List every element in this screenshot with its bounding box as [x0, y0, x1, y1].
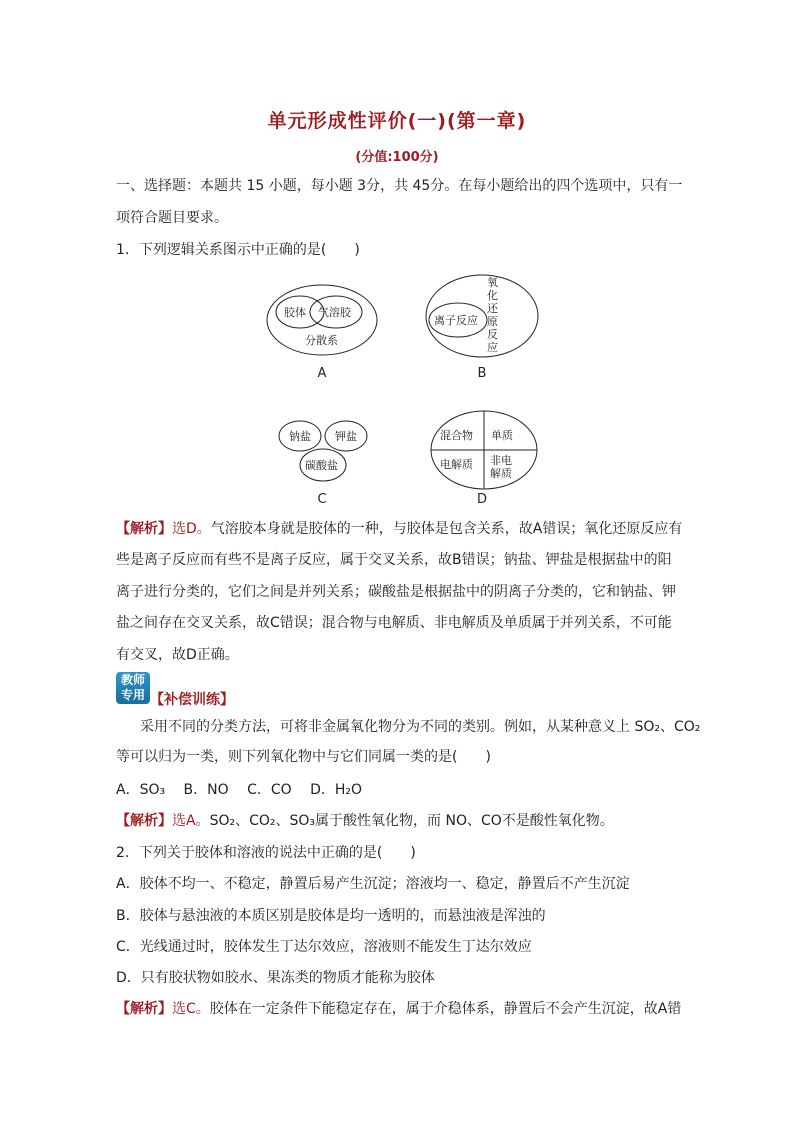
- diagram-d-top-right: 单质: [491, 429, 513, 442]
- diagram-c: [276, 418, 372, 486]
- diagram-a-outer-label: 分散系: [305, 334, 338, 347]
- diagram-a-left-label: 胶体: [284, 306, 306, 319]
- diagram-b-side-char-4: 原: [487, 315, 498, 328]
- analysis-tag: 【解析】: [116, 521, 172, 537]
- supplement-text-1: 采用不同的分类方法，可将非金属氧化物分为不同的类别。例如，从某种意义上 SO₂、CO₂: [140, 719, 701, 735]
- diagram-c-label-c: 碳酸盐: [305, 459, 338, 472]
- diagram-b-inner-label: 离子反应: [434, 314, 478, 327]
- diagram-b-side-char-6: 应: [487, 341, 498, 354]
- question-2-option-d: D．只有胶状物如胶水、果冻类的物质才能称为胶体: [116, 970, 435, 986]
- badge-line-1: 教师: [120, 673, 145, 687]
- question-1-analysis-line-1: [116, 519, 682, 539]
- question-2-option-c: C．光线通过时，胶体发生丁达尔效应，溶液则不能发生丁达尔效应: [116, 939, 532, 955]
- question-1-analysis-line-3: 离子进行分类的，它们之间是并列关系；碳酸盐是根据盐中的阴离子分类的，它和钠盐、钾: [116, 584, 676, 600]
- question-1-analysis-line-5: 有交叉，故D正确。: [116, 647, 239, 663]
- diagram-d-bottom-right-1: 非电: [490, 454, 512, 467]
- supplement-analysis-tag: 【解析】: [116, 813, 172, 829]
- diagram-a: [264, 282, 384, 358]
- page-title: 单元形成性评价(一)(第一章): [267, 110, 527, 132]
- question-1-analysis-line-2: 些是离子反应而有些不是离子反应，属于交叉关系，故B错误；钠盐、钾盐是根据盐中的阳: [116, 552, 672, 568]
- badge-line-2: 专用: [120, 688, 145, 702]
- question-1-stem: 1．下列逻辑关系图示中正确的是( ): [116, 242, 360, 258]
- question-1-analysis-line-4: 盐之间存在交叉关系，故C错误；混合物与电解质、非电解质及单质属于并列关系，不可能: [116, 615, 672, 631]
- supplement-options: A．SO₃ B．NO C．CO D．H₂O: [116, 782, 363, 798]
- question-2-analysis: [116, 999, 681, 1019]
- diagram-d-top-left: 混合物: [440, 429, 473, 442]
- question-2-option-a: A．胶体不均一、不稳定，静置后易产生沉淀；溶液均一、稳定，静置后不产生沉淀: [116, 876, 630, 892]
- supplement-text-2: 等可以归为一类，则下列氧化物中与它们同属一类的是( ): [116, 749, 491, 765]
- diagram-b-side-char-3: 还: [487, 302, 498, 315]
- diagram-d-bottom-left: 电解质: [440, 458, 473, 471]
- diagram-d: [428, 408, 540, 492]
- diagram-c-caption: C: [317, 492, 327, 507]
- diagram-b: [424, 272, 544, 360]
- diagram-b-side-char-5: 反: [487, 328, 498, 341]
- diagram-b-side-char-1: 氧: [487, 276, 498, 289]
- analysis-text: 气溶胶本身就是胶体的一种，与胶体是包含关系，故A错误；氧化还原反应有: [210, 521, 683, 537]
- section-instruction-1: 一、选择题：本题共 15 小题，每小题 3分，共 45分。在每小题给出的四个选项中，只有一: [116, 178, 683, 194]
- question-2-analysis-text: 胶体在一定条件下能稳定存在，属于介稳体系，静置后不会产生沉淀，故A错: [209, 1001, 682, 1017]
- diagram-c-label-a: 钠盐: [289, 430, 311, 443]
- teacher-only-badge: [116, 672, 150, 704]
- page-subtitle: (分值:100分): [355, 150, 439, 165]
- supplement-tag: 【补偿训练】: [150, 692, 234, 708]
- supplement-heading: [150, 690, 234, 710]
- supplement-analysis-text: SO₂、CO₂、SO₃属于酸性氧化物，而 NO、CO不是酸性氧化物。: [209, 813, 614, 829]
- section-instruction-2: 项符合题目要求。: [116, 210, 228, 226]
- diagram-b-caption: B: [477, 366, 487, 381]
- analysis-choice: 选D。: [172, 521, 211, 537]
- question-2-option-b: B．胶体与悬浊液的本质区别是胶体是均一透明的，而悬浊液是浑浊的: [116, 908, 546, 924]
- supplement-analysis: [116, 811, 614, 831]
- diagram-a-right-label: 气溶胶: [318, 306, 351, 319]
- diagram-b-side-char-2: 化: [487, 289, 498, 302]
- diagram-d-bottom-right-2: 解质: [490, 467, 512, 480]
- diagram-d-caption: D: [476, 492, 487, 507]
- question-2-stem: 2．下列关于胶体和溶液的说法中正确的是( ): [116, 845, 416, 861]
- diagram-a-caption: A: [317, 366, 327, 381]
- question-2-analysis-choice: 选C。: [172, 1001, 210, 1017]
- diagram-c-label-b: 钾盐: [335, 430, 357, 443]
- supplement-analysis-choice: 选A。: [172, 813, 210, 829]
- question-2-analysis-tag: 【解析】: [116, 1001, 172, 1017]
